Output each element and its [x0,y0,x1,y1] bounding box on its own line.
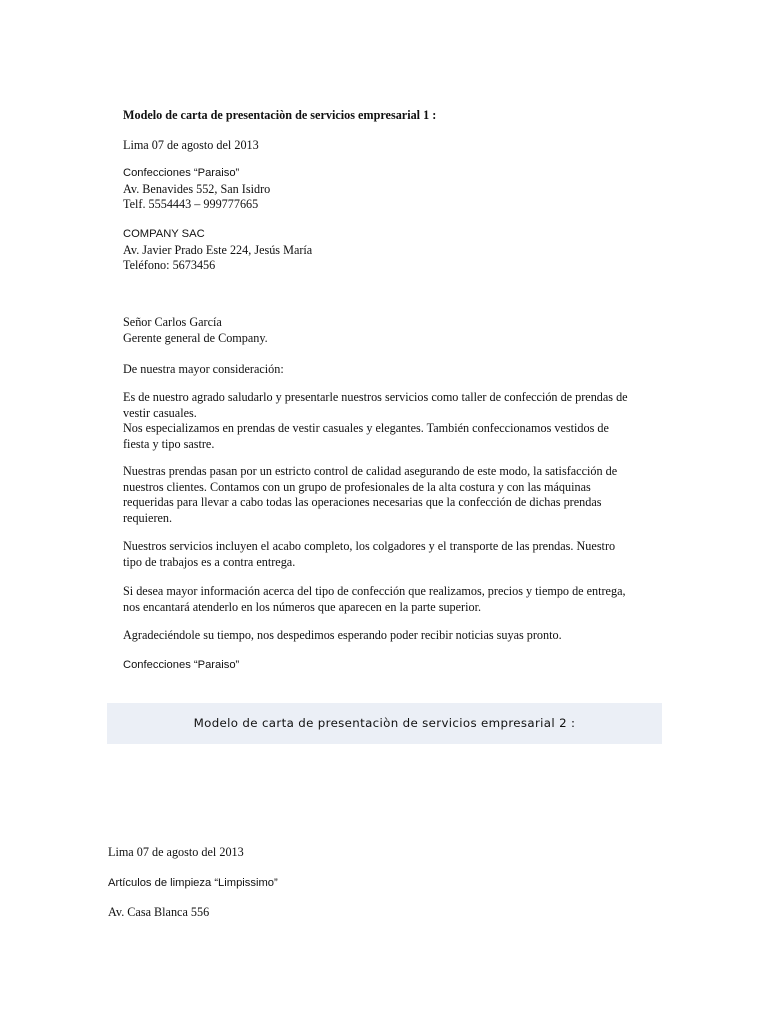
section-banner [107,703,662,744]
letter2-sender-name: Artículos de limpieza “Limpissimo” [108,877,278,889]
addressee-block [123,315,268,346]
sender-block [123,166,270,213]
paragraph-line: requieren. [123,510,173,525]
paragraph-line: tipo de trabajos es a contra entrega. [123,554,296,569]
letter1-greeting: De nuestra mayor consideración: [123,362,284,376]
letter1-paragraph-1 [123,390,658,452]
sender-phone: Telf. 5554443 – 999777665 [123,197,259,211]
paragraph-line: nuestros clientes. Contamos con un grupo de profesionales de la alta costura y con las máquinas [123,479,591,494]
paragraph-line: requeridas para llevar a cabo todas las operaciones necesarias que la confección de dichas prendas [123,495,602,509]
letter2-title: Modelo de carta de presentaciòn de servicios empresarial 2 : [193,716,576,730]
letter1-paragraph-4 [123,584,658,615]
paragraph-line: Nuestras prendas pasan por un estricto control de calidad asegurando de este modo, la satisfacción de [123,464,618,478]
addressee-name: Señor Carlos García [123,315,222,329]
paragraph-line: nos encantará atenderlo en los números que aparecen en la parte superior. [123,599,482,614]
sender-name: Confecciones “Paraiso” [123,167,240,179]
recipient-phone: Teléfono: 5673456 [123,258,216,272]
addressee-role: Gerente general de Company. [123,330,268,345]
paragraph-line: fiesta y tipo sastre. [123,436,215,451]
letter1-paragraph-3 [123,539,658,570]
letter1-title: Modelo de carta de presentaciòn de servicios empresarial 1 : [123,108,437,122]
paragraph-line: Nos especializamos en prendas de vestir casuales y elegantes. También confeccionamos vestidos de [123,421,609,435]
recipient-address: Av. Javier Prado Este 224, Jesús María [123,242,313,257]
letter1-paragraph-2 [123,464,658,526]
paragraph-line: Si desea mayor información acerca del tipo de confección que realizamos, precios y tiempo de entrega, [123,584,626,598]
letter1-signature: Confecciones “Paraiso” [123,659,240,671]
paragraph-line: vestir casuales. [123,405,197,420]
letter1-closing: Agradeciéndole su tiempo, nos despedimos esperando poder recibir noticias suyas pronto. [123,628,562,642]
recipient-company: COMPANY SAC [123,228,205,240]
paragraph-line: Es de nuestro agrado saludarlo y presentarle nuestros servicios como taller de confección de prendas de [123,390,628,404]
recipient-block [123,227,312,274]
letter1-date: Lima 07 de agosto del 2013 [123,138,259,152]
letter2-date: Lima 07 de agosto del 2013 [108,845,244,859]
paragraph-line: Nuestros servicios incluyen el acabo completo, los colgadores y el transporte de las prendas. Nuestro [123,539,616,553]
sender-address: Av. Benavides 552, San Isidro [123,181,271,196]
letter2-address: Av. Casa Blanca 556 [108,905,210,919]
